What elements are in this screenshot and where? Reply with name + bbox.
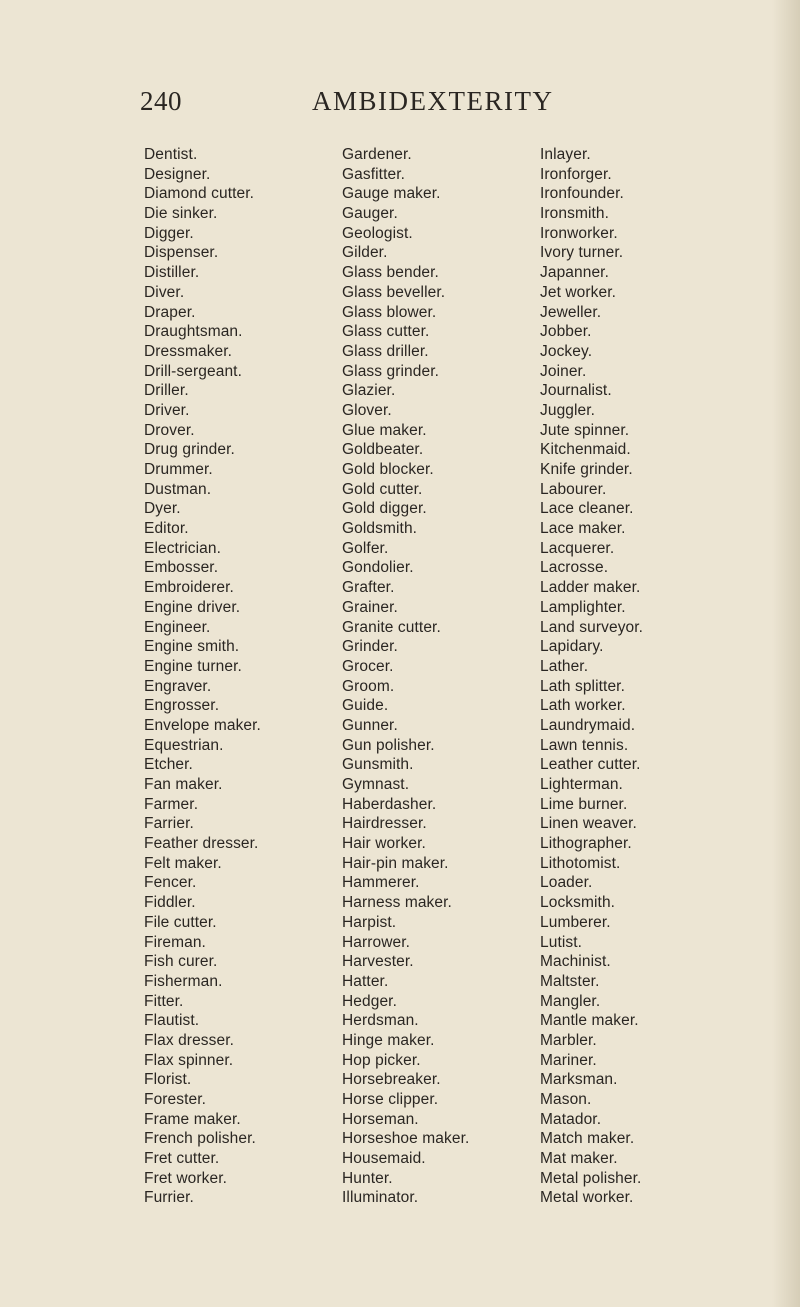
occupation-entry: Glass grinder.: [342, 362, 440, 380]
occupation-entry: Glazier.: [342, 382, 396, 400]
occupation-entry: Match maker.: [540, 1130, 635, 1148]
occupation-entry: Gunner.: [342, 716, 398, 734]
occupation-entry: Mantle maker.: [540, 1012, 639, 1030]
occupation-entry: Hatter.: [342, 972, 389, 990]
occupation-entry: Lacrosse.: [540, 559, 609, 577]
occupation-entry: Farrier.: [144, 815, 194, 833]
occupation-entry: Juggler.: [540, 401, 596, 419]
occupation-entry: Ironfounder.: [540, 185, 624, 203]
occupation-entry: Linen weaver.: [540, 815, 637, 833]
occupation-entry: Engine driver.: [144, 598, 241, 616]
running-header: [0, 86, 800, 126]
page-number: 240: [140, 86, 182, 116]
occupation-entry: Horsebreaker.: [342, 1071, 441, 1089]
occupation-entry: Fiddler.: [144, 894, 196, 912]
occupation-entry: Harvester.: [342, 953, 414, 971]
occupation-entry: Fan maker.: [144, 776, 223, 793]
occupation-entry: Hair worker.: [342, 835, 426, 853]
occupation-entry: Loader.: [540, 874, 593, 892]
occupation-entry: Ivory turner.: [540, 244, 624, 262]
occupation-entry: Inlayer.: [540, 146, 591, 163]
page-edge-shadow: [772, 0, 800, 1307]
occupation-entry: Flax spinner.: [144, 1051, 234, 1069]
occupation-entry: Designer.: [144, 165, 211, 183]
occupation-entry: Harness maker.: [342, 894, 452, 912]
occupation-entry: Gilder.: [342, 244, 388, 262]
occupation-entry: Electrician.: [144, 539, 222, 557]
occupation-entry: Diver.: [144, 283, 185, 301]
occupation-entry: Laundrymaid.: [540, 716, 636, 734]
occupation-entry: Ladder maker.: [540, 579, 641, 597]
occupation-entry: Haberdasher.: [342, 795, 437, 813]
occupation-entry: Feather dresser.: [144, 835, 259, 853]
occupation-entry: Harpist.: [342, 913, 397, 931]
occupation-entry: Metal polisher.: [540, 1169, 642, 1187]
occupation-entry: Furrier.: [144, 1189, 194, 1207]
occupation-entry: Dispenser.: [144, 244, 219, 262]
occupation-entry: Horseman.: [342, 1110, 419, 1128]
occupation-entry: Journalist.: [540, 382, 612, 400]
occupation-entry: Driver.: [144, 401, 190, 419]
occupation-entry: Drummer.: [144, 461, 213, 478]
occupation-entry: Drill-sergeant.: [144, 362, 242, 380]
occupation-entry: Glass blower.: [342, 303, 437, 321]
occupation-entry: Horseshoe maker.: [342, 1130, 470, 1148]
occupation-entry: Leather cutter.: [540, 756, 641, 774]
occupation-entry: Illuminator.: [342, 1189, 419, 1207]
occupation-entry: Gold blocker.: [342, 461, 434, 478]
occupation-entry: Horse clipper.: [342, 1091, 439, 1108]
occupation-entry: Maltster.: [540, 972, 600, 990]
occupation-entry: Geologist.: [342, 224, 413, 242]
occupation-entry: Draper.: [144, 303, 196, 321]
occupation-entry: Lumberer.: [540, 913, 611, 931]
occupation-entry: Fret cutter.: [144, 1150, 220, 1168]
occupation-entry: Fireman.: [144, 933, 206, 951]
occupation-entry: Lutist.: [540, 933, 583, 951]
occupation-entry: Frame maker.: [144, 1110, 241, 1128]
occupation-entry: Goldsmith.: [342, 520, 418, 538]
occupation-entry: Draughtsman.: [144, 323, 243, 341]
occupation-entry: Engraver.: [144, 677, 212, 695]
occupation-entry: Etcher.: [144, 756, 193, 774]
occupation-entry: Ironforger.: [540, 165, 612, 183]
occupation-entry: Gasfitter.: [342, 165, 406, 183]
occupation-entry: Grainer.: [342, 598, 398, 616]
occupation-entry: Florist.: [144, 1071, 192, 1089]
occupation-entry: Glass cutter.: [342, 323, 430, 341]
occupation-entry: Jeweller.: [540, 303, 602, 321]
running-title: AMBIDEXTERITY: [312, 86, 554, 116]
occupation-entry: Fitter.: [144, 992, 184, 1010]
occupation-entry: Jute spinner.: [540, 421, 630, 439]
occupation-entry: Lather.: [540, 657, 589, 675]
occupation-entry: Kitchenmaid.: [540, 441, 631, 459]
occupation-entry: Herdsman.: [342, 1012, 419, 1030]
occupation-entry: Drover.: [144, 421, 195, 439]
occupation-entry: Jobber.: [540, 323, 592, 341]
occupation-entry: Grinder.: [342, 638, 398, 656]
occupation-entry: Matador.: [540, 1110, 602, 1128]
occupation-entry: Mangler.: [540, 992, 601, 1010]
occupation-entry: Engineer.: [144, 618, 211, 636]
occupation-entry: Gun polisher.: [342, 736, 435, 754]
occupation-entry: Gauge maker.: [342, 185, 441, 203]
occupation-entry: Grafter.: [342, 579, 395, 597]
occupation-entry: Lime burner.: [540, 795, 628, 813]
occupation-entry: Lithographer.: [540, 835, 632, 853]
occupation-entry: Fencer.: [144, 874, 197, 892]
occupation-entry: Distiller.: [144, 264, 200, 282]
occupation-entry: Digger.: [144, 224, 194, 242]
occupation-entry: Lighterman.: [540, 776, 623, 793]
occupation-entry: Editor.: [144, 520, 189, 538]
occupation-entry: Hammerer.: [342, 874, 420, 892]
occupation-entry: Machinist.: [540, 953, 611, 971]
occupation-entry: Lithotomist.: [540, 854, 621, 872]
occupation-entry: Felt maker.: [144, 854, 222, 872]
occupation-entry: Fish curer.: [144, 953, 218, 971]
occupation-entry: Hunter.: [342, 1169, 393, 1187]
occupation-entry: Engine smith.: [144, 638, 240, 656]
occupation-entry: Dyer.: [144, 500, 181, 518]
occupation-entry: Grocer.: [342, 657, 394, 675]
occupation-entry: Hinge maker.: [342, 1031, 435, 1049]
occupation-entry: Glass beveller.: [342, 283, 446, 301]
occupation-entry: Hop picker.: [342, 1051, 421, 1069]
occupation-entry: Granite cutter.: [342, 618, 441, 636]
occupation-entry: Dustman.: [144, 480, 212, 498]
occupation-entry: Lamplighter.: [540, 598, 626, 616]
occupation-entry: Ironsmith.: [540, 205, 610, 223]
occupation-entry: Fisherman.: [144, 972, 223, 990]
occupation-entry: Japanner.: [540, 264, 609, 282]
occupation-entry: Locksmith.: [540, 894, 616, 912]
occupation-entry: Engrosser.: [144, 697, 220, 715]
occupation-entry: Hairdresser.: [342, 815, 427, 833]
occupation-entry: Hedger.: [342, 992, 397, 1010]
occupation-entry: Lath splitter.: [540, 677, 625, 695]
column-1: [144, 145, 261, 1208]
occupation-entry: Gymnast.: [342, 776, 410, 793]
occupation-entry: Metal worker.: [540, 1189, 634, 1207]
occupation-entry: Guide.: [342, 697, 389, 715]
occupation-entry: Lawn tennis.: [540, 736, 629, 754]
occupation-entry: Glass bender.: [342, 264, 439, 282]
occupation-entry: Drug grinder.: [144, 441, 235, 459]
occupation-entry: Lace cleaner.: [540, 500, 634, 518]
occupation-entry: Marbler.: [540, 1031, 597, 1049]
occupation-entry: Lath worker.: [540, 697, 626, 715]
column-3: [540, 145, 643, 1208]
occupation-entry: Engine turner.: [144, 657, 242, 675]
occupation-entry: Envelope maker.: [144, 716, 261, 734]
occupation-entry: Joiner.: [540, 362, 587, 380]
occupation-entry: Marksman.: [540, 1071, 618, 1089]
occupation-entry: Groom.: [342, 677, 395, 695]
occupation-entry: Golfer.: [342, 539, 389, 557]
occupation-entry: Die sinker.: [144, 205, 218, 223]
occupation-entry: Farmer.: [144, 795, 199, 813]
occupation-entry: Dressmaker.: [144, 342, 233, 360]
occupation-entry: Ironworker.: [540, 224, 618, 242]
occupation-entry: Glue maker.: [342, 421, 427, 439]
occupation-entry: French polisher.: [144, 1130, 256, 1148]
occupation-entry: Gondolier.: [342, 559, 414, 577]
occupation-entry: Flautist.: [144, 1012, 200, 1030]
occupation-entry: Mason.: [540, 1091, 592, 1108]
occupation-entry: Diamond cutter.: [144, 185, 255, 203]
occupation-entry: Gold digger.: [342, 500, 427, 518]
occupation-entry: Forester.: [144, 1091, 207, 1108]
occupation-entry: File cutter.: [144, 913, 217, 931]
occupation-entry: Harrower.: [342, 933, 411, 951]
occupation-entry: Lapidary.: [540, 638, 604, 656]
column-2: [342, 145, 469, 1208]
occupation-entry: Jet worker.: [540, 283, 617, 301]
occupation-entry: Hair-pin maker.: [342, 854, 449, 872]
occupation-entry: Lacquerer.: [540, 539, 615, 557]
occupation-entry: Glass driller.: [342, 342, 429, 360]
occupation-entry: Flax dresser.: [144, 1031, 235, 1049]
occupation-entry: Lace maker.: [540, 520, 626, 538]
occupation-entry: Housemaid.: [342, 1150, 426, 1168]
occupation-entry: Jockey.: [540, 342, 593, 360]
occupation-entry: Equestrian.: [144, 736, 224, 754]
occupation-entry: Goldbeater.: [342, 441, 424, 459]
occupation-entry: Mariner.: [540, 1051, 597, 1069]
occupation-entry: Mat maker.: [540, 1150, 618, 1168]
occupation-entry: Land surveyor.: [540, 618, 644, 636]
occupation-entry: Embroiderer.: [144, 579, 234, 597]
occupation-entry: Gauger.: [342, 205, 398, 223]
occupation-entry: Glover.: [342, 401, 392, 419]
occupation-entry: Gardener.: [342, 146, 412, 163]
occupation-entry: Gunsmith.: [342, 756, 414, 774]
occupation-entry: Gold cutter.: [342, 480, 423, 498]
occupation-entry: Embosser.: [144, 559, 219, 577]
occupation-entry: Labourer.: [540, 480, 607, 498]
occupation-entry: Knife grinder.: [540, 461, 633, 478]
occupation-entry: Fret worker.: [144, 1169, 228, 1187]
occupation-entry: Driller.: [144, 382, 189, 400]
occupation-entry: Dentist.: [144, 146, 198, 163]
